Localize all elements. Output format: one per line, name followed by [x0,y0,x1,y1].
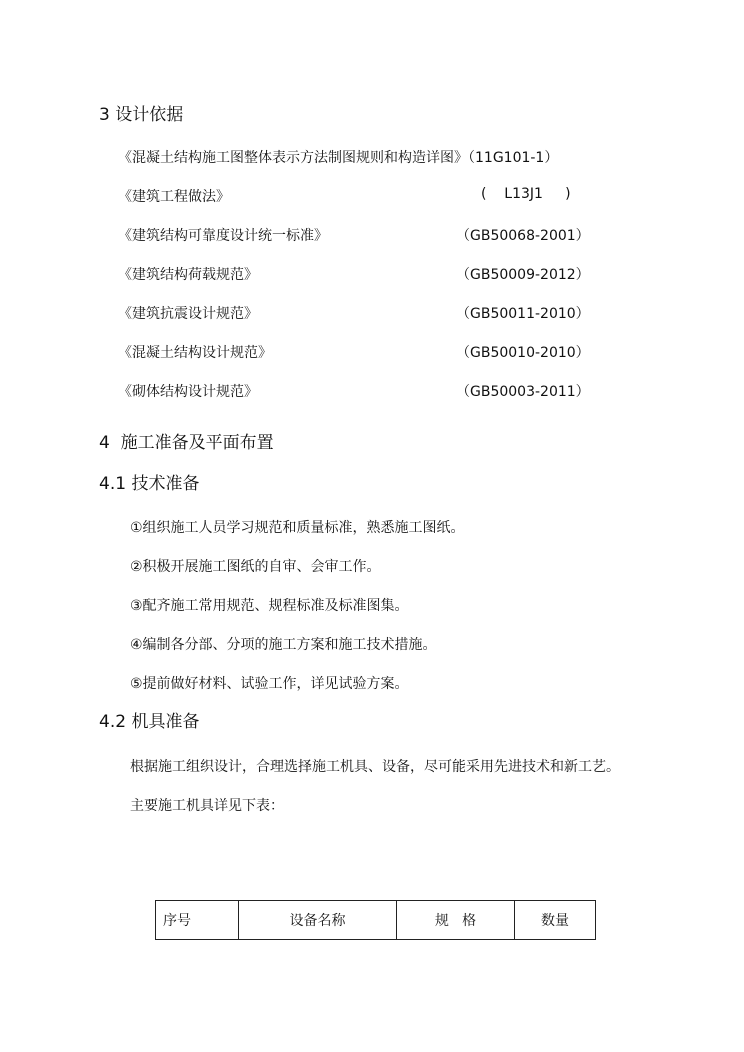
ref-code-6: （GB50010-2010） [456,345,590,361]
ref-title-5: 《建筑抗震设计规范》 [118,306,258,322]
prep-item-4: ④编制各分部、分项的施工方案和施工技术措施。 [130,637,437,653]
ref-title-6: 《混凝土结构设计规范》 [118,345,272,361]
header-index: 序号 [156,901,239,940]
prep-item-3: ③配齐施工常用规范、规程标准及标准图集。 [130,598,409,614]
section-3-heading: 3 设计依据 [99,105,184,125]
equipment-table-intro: 主要施工机具详见下表： [130,798,284,814]
ref-code-7: （GB50003-2011） [456,384,590,400]
header-specification: 规 格 [397,901,515,940]
header-equipment-name: 设备名称 [239,901,397,940]
equipment-paragraph: 根据施工组织设计，合理选择施工机具、设备，尽可能采用先进技术和新工艺。 [130,759,620,775]
ref-code-4: （GB50009-2012） [456,267,590,283]
ref-title-4: 《建筑结构荷载规范》 [118,267,258,283]
ref-code-2: ( L13J1 ) [481,186,571,202]
ref-code-5: （GB50011-2010） [456,306,590,322]
prep-item-5: ⑤提前做好材料、试验工作，详见试验方案。 [130,676,409,692]
section-4-1-heading: 4.1 技术准备 [99,474,200,494]
ref-title-7: 《砌体结构设计规范》 [118,384,258,400]
prep-item-2: ②积极开展施工图纸的自审、会审工作。 [130,559,381,575]
section-4-heading: 4 施工准备及平面布置 [99,433,274,453]
ref-title-1: 《混凝土结构施工图整体表示方法制图规则和构造详图》（11G101-1） [118,150,559,166]
prep-item-1: ①组织施工人员学习规范和质量标准，熟悉施工图纸。 [130,520,465,536]
ref-title-3: 《建筑结构可靠度设计统一标准》 [118,228,328,244]
ref-code-3: （GB50068-2001） [456,228,590,244]
header-quantity: 数量 [515,901,596,940]
section-4-2-heading: 4.2 机具准备 [99,712,200,732]
equipment-table [155,900,596,940]
ref-title-2: 《建筑工程做法》 [118,189,230,205]
equipment-table-header-row [156,901,596,940]
